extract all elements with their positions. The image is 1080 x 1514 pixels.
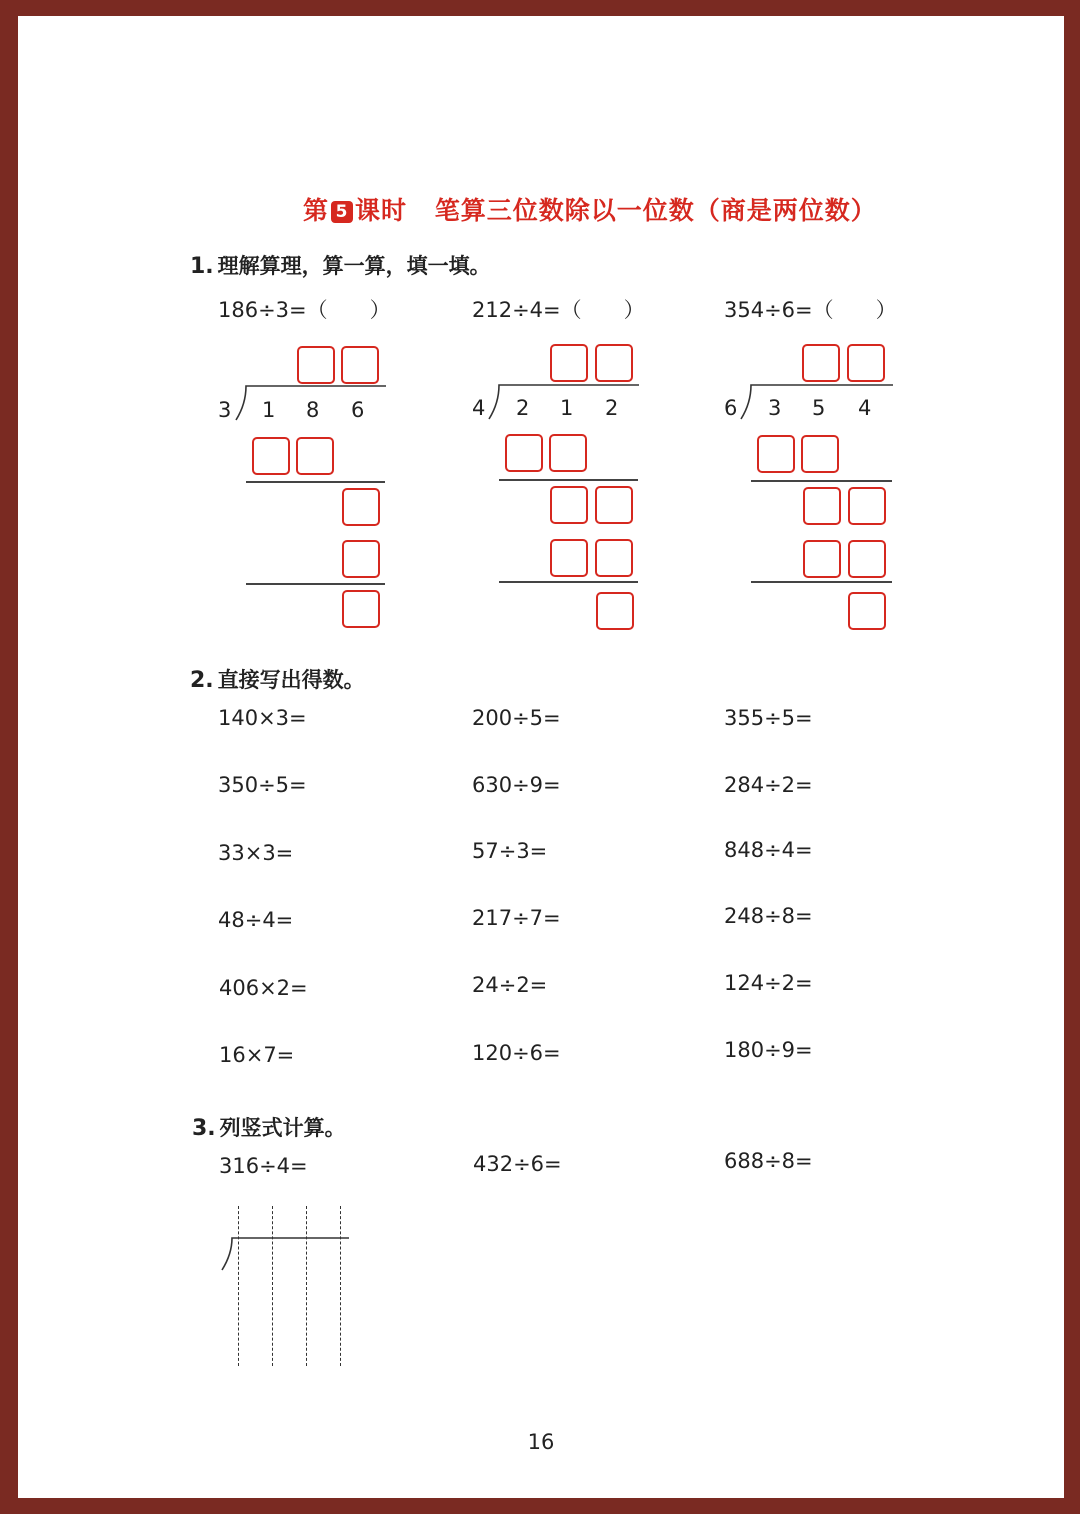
dividend-digit-hundreds: 2 <box>516 396 530 420</box>
mental-math-item: 406×2= <box>219 976 308 1000</box>
mental-math-item: 848÷4= <box>724 838 813 862</box>
step-box[interactable] <box>803 540 841 578</box>
lesson-title <box>303 191 877 227</box>
section3-text: 列竖式计算。 <box>219 1116 346 1140</box>
mental-math-item: 355÷5= <box>724 706 813 730</box>
dividend-digit-tens: 5 <box>812 396 826 420</box>
guide-dashed-line <box>340 1206 341 1366</box>
mental-math-item: 16×7= <box>219 1043 295 1067</box>
lesson-number-badge: 5 <box>331 201 353 223</box>
divisor: 6 <box>724 396 738 420</box>
page-number: 16 <box>527 1430 555 1454</box>
dividend-digit-hundreds: 3 <box>768 396 782 420</box>
worksheet-page <box>18 16 1064 1498</box>
rule-line <box>246 481 385 483</box>
step-box[interactable] <box>848 540 886 578</box>
step-box[interactable] <box>505 434 543 472</box>
mental-math-item: 200÷5= <box>472 706 561 730</box>
mental-math-item: 630÷9= <box>472 773 561 797</box>
quotient-tens-box[interactable] <box>297 346 335 384</box>
quotient-ones-box[interactable] <box>595 344 633 382</box>
step-box[interactable] <box>595 486 633 524</box>
step-box[interactable] <box>550 539 588 577</box>
section1-text: 理解算理，算一算，填一填。 <box>217 254 491 278</box>
rule-line <box>499 479 638 481</box>
section1-number: 1. <box>190 254 214 279</box>
step-box[interactable] <box>252 437 290 475</box>
problem1-equation: 186÷3=（ ） <box>218 298 391 322</box>
vertical-calc-problem-3: 688÷8= <box>724 1149 813 1173</box>
guide-dashed-line <box>272 1206 273 1366</box>
step-box[interactable] <box>550 486 588 524</box>
dividend-digit-ones: 6 <box>351 398 365 422</box>
remainder-box[interactable] <box>848 592 886 630</box>
step-box[interactable] <box>803 487 841 525</box>
rule-line <box>751 480 892 482</box>
mental-math-item: 180÷9= <box>724 1038 813 1062</box>
remainder-box[interactable] <box>596 592 634 630</box>
guide-dashed-line <box>238 1206 239 1366</box>
step-box[interactable] <box>595 539 633 577</box>
mental-math-item: 248÷8= <box>724 904 813 928</box>
dividend-digit-ones: 4 <box>858 396 872 420</box>
mental-math-item: 284÷2= <box>724 773 813 797</box>
mental-math-item: 120÷6= <box>472 1041 561 1065</box>
title-prefix: 第 <box>303 196 330 225</box>
step-box[interactable] <box>549 434 587 472</box>
guide-dashed-line <box>306 1206 307 1366</box>
dividend-digit-ones: 2 <box>605 396 619 420</box>
mental-math-item: 217÷7= <box>472 906 561 930</box>
section1-heading <box>190 250 491 280</box>
step-box[interactable] <box>296 437 334 475</box>
division-bracket <box>218 1234 353 1274</box>
quotient-tens-box[interactable] <box>550 344 588 382</box>
rule-line <box>751 581 892 583</box>
mental-math-item: 124÷2= <box>724 971 813 995</box>
section2-number: 2. <box>190 668 214 693</box>
step-box[interactable] <box>848 487 886 525</box>
section3-number: 3. <box>192 1116 216 1141</box>
rule-line <box>499 581 638 583</box>
step-box[interactable] <box>342 488 380 526</box>
quotient-ones-box[interactable] <box>341 346 379 384</box>
lesson-topic: 笔算三位数除以一位数（商是两位数） <box>434 196 877 225</box>
mental-math-item: 350÷5= <box>218 773 307 797</box>
mental-math-item: 57÷3= <box>472 839 548 863</box>
vertical-calc-problem-1: 316÷4= <box>219 1154 308 1178</box>
mental-math-item: 33×3= <box>218 841 294 865</box>
problem3-equation: 354÷6=（ ） <box>724 298 897 322</box>
rule-line <box>246 583 385 585</box>
title-suffix: 课时 <box>355 196 408 225</box>
mental-math-item: 48÷4= <box>218 908 294 932</box>
section3-heading <box>192 1112 346 1142</box>
step-box[interactable] <box>801 435 839 473</box>
mental-math-item: 140×3= <box>218 706 307 730</box>
divisor: 4 <box>472 396 486 420</box>
step-box[interactable] <box>757 435 795 473</box>
problem2-equation: 212÷4=（ ） <box>472 298 645 322</box>
section2-heading <box>190 664 365 694</box>
mental-math-item: 24÷2= <box>472 973 548 997</box>
dividend-digit-tens: 8 <box>306 398 320 422</box>
vertical-calc-problem-2: 432÷6= <box>473 1152 562 1176</box>
divisor: 3 <box>218 398 232 422</box>
quotient-ones-box[interactable] <box>847 344 885 382</box>
dividend-digit-hundreds: 1 <box>262 398 276 422</box>
section2-text: 直接写出得数。 <box>217 668 365 692</box>
quotient-tens-box[interactable] <box>802 344 840 382</box>
remainder-box[interactable] <box>342 590 380 628</box>
step-box[interactable] <box>342 540 380 578</box>
dividend-digit-tens: 1 <box>560 396 574 420</box>
